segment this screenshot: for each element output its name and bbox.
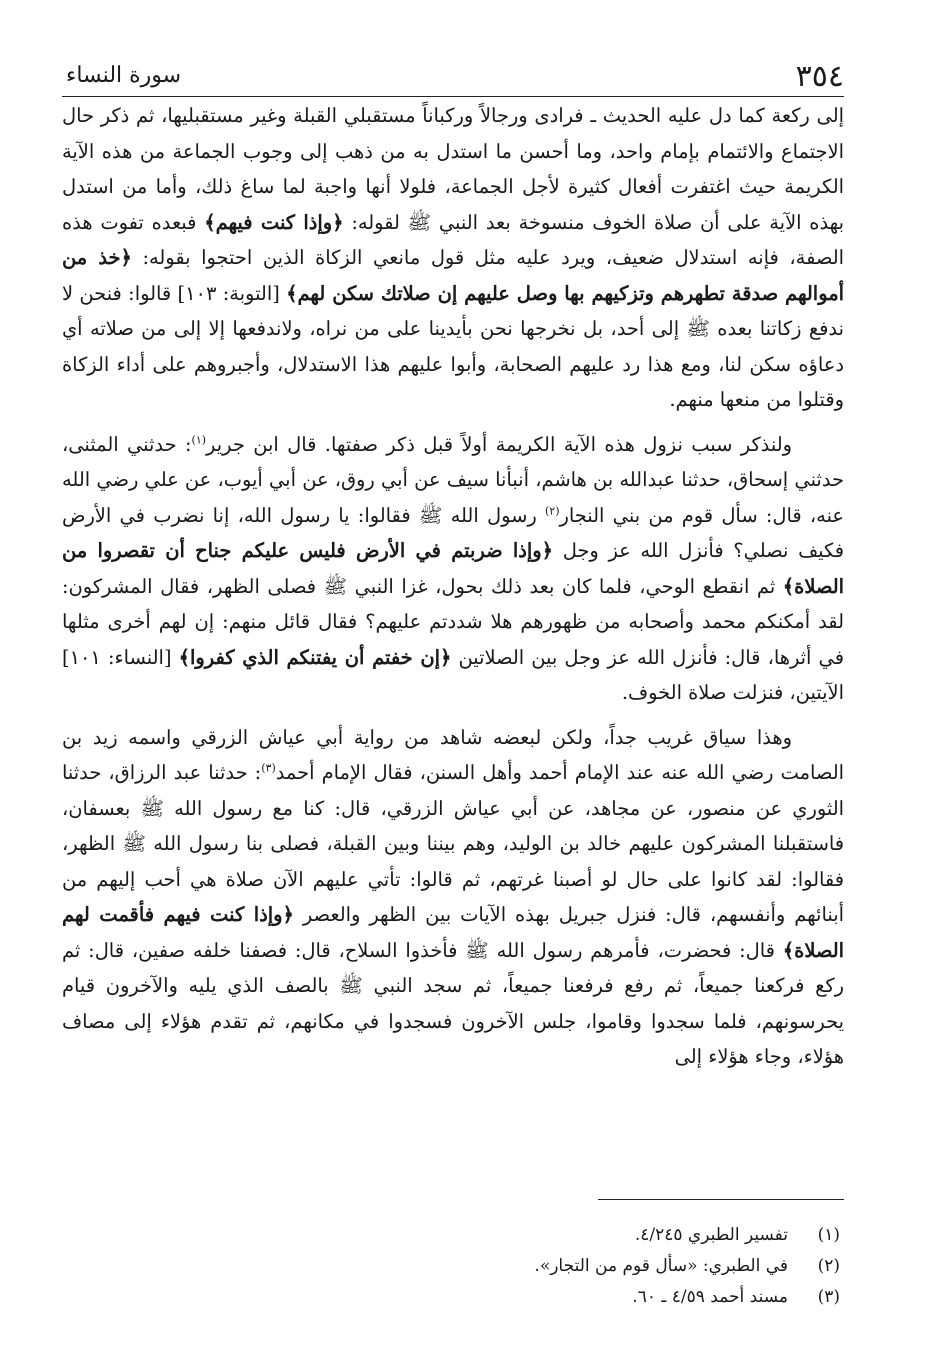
quran-verse: ﴿وإذا ضربتم في الأرض فليس عليكم جناح أن تقصروا من الصلاة﴾ — [62, 539, 844, 598]
text-run: قال: فحضرت، فأمرهم رسول الله ﷺ فأخذوا السلاح، قال: فصفنا خلفه صفين، قال: ثم ركع فركعنا جميعاً، ثم رفع فرفعنا جميعاً، ثم سجد النبي ﷺ بالصف الذي يليه والآخرون قيام يحرسونهم، فلما سجدوا وقاموا، جلس الآخرون فسجدوا في مكانهم، ثم تقدم هؤلاء إلى مصاف هؤلاء، وجاء هؤلاء إلى — [62, 938, 844, 1068]
text-run: : حدثني المثنى، حدثني إسحاق، حدثنا عبدالله بن هاشم، أنبأنا سيف عن أبي روق، عن أبي أيوب، عن علي رضي الله عنه، قال: سأل قوم من بني النجار — [62, 432, 844, 527]
footnote-number: (٢) — [817, 1256, 840, 1276]
footnote-number: (١) — [817, 1225, 840, 1245]
paragraph-2 — [62, 427, 844, 711]
text-run: [النساء: ١٠١] الآيتين، فنزلت صلاة الخوف. — [62, 645, 844, 704]
footnote-text: مسند أحمد ٤/٥٩ ـ ٦٠. — [632, 1287, 788, 1307]
text-run: رسول الله ﷺ فقالوا: يا رسول الله، إنا نضرب في الأرض فكيف نصلي؟ فأنزل الله عز وجل — [62, 503, 844, 562]
footnote-text: تفسير الطبري ٤/٢٤٥. — [634, 1225, 788, 1245]
paragraph-1 — [62, 98, 844, 418]
text-run: فبعده تفوت هذه الصفة، فإنه استدلال ضعيف، ويرد عليه مثل قول مانعي الزكاة الذين احتجوا بقوله: — [62, 210, 845, 269]
text-run: ثم انقطع الوحي، فلما كان بعد ذلك بحول، غزا النبي ﷺ فصلى الظهر، فقال المشركون: لقد أمكنكم محمد وأصحابه من ظهورهم هلا شددتم عليهم؟ فقال قائل منهم: إن لهم أخرى مثلها في أثرها، قال: فأنزل الله عز وجل بين الصلاتين — [62, 574, 844, 669]
quran-verse: ﴿إن خفتم أن يفتنكم الذي كفروا﴾ — [178, 645, 452, 669]
text-run: وهذا سياق غريب جداً، ولكن لبعضه شاهد من رواية أبي عياش الزرقي واسمه زيد بن الصامت رضي الله عنه عند الإمام أحمد وأهل السنن، فقال الإمام أحمد — [62, 725, 844, 784]
paragraph-3 — [62, 720, 844, 1075]
text-run: ولنذكر سبب نزول هذه الآية الكريمة أولاً قبل ذكر صفتها. قال ابن جرير — [206, 432, 792, 456]
footnote-item — [62, 1282, 844, 1313]
footnote-number: (٣) — [817, 1287, 840, 1307]
footnote-ref[interactable]: (٢) — [544, 504, 560, 518]
footnote-divider — [598, 1199, 844, 1200]
footnote-ref[interactable]: (٣) — [261, 761, 276, 775]
surah-name: سورة النساء — [66, 63, 182, 88]
text-run: إلى ركعة كما دل عليه الحديث ـ فرادى ورجالاً وركباناً مستقبلي القبلة وغير مستقبليها، ثم ذكر حال الاجتماع والائتمام بإمام واحد، وما أحسن ما استدل به من ذهب إلى وجوب الجماعة من هذه الآية الكريمة حيث اغتفرت أفعال كثيرة لأجل الجماعة، فلولا أنها واجبة لما ساغ ذلك، وأما من استدل بهذه الآية على أن صلاة الخوف منسوخة بعد النبي ﷺ لقوله: — [62, 104, 844, 234]
footnote-text: في الطبري: «سأل قوم من التجار». — [534, 1256, 788, 1276]
quran-verse: ﴿وإذا كنت فيهم فأقمت لهم الصلاة﴾ — [62, 903, 844, 962]
quran-verse: ﴿وإذا كنت فيهم﴾ — [204, 210, 344, 234]
book-page — [62, 40, 844, 1340]
text-run: [التوبة: ١٠٣] قالوا: فنحن لا ندفع زكاتنا بعده ﷺ إلى أحد، بل نخرجها نحن بأيدينا على من نراه، ولاندفعها إلا إلى من صلاته أي دعاؤه سكن لنا، ومع هذا رد عليهم الصحابة، وأبوا عليهم هذا الاستدلال، وأجبروهم على أداء الزكاة وقتلوا من منعها منهم. — [62, 281, 844, 411]
footnotes — [62, 1220, 844, 1313]
footnote-item — [62, 1220, 844, 1251]
page-header — [62, 40, 844, 97]
page-number: ٣٥٤ — [795, 59, 844, 94]
quran-verse: ﴿خذ من أموالهم صدقة تطهرهم وتزكيهم بها وصل عليهم إن صلاتك سكن لهم﴾ — [62, 246, 844, 305]
footnote-ref[interactable]: (١) — [191, 433, 207, 447]
text-run: : حدثنا عبد الرزاق، حدثنا الثوري عن منصور، عن مجاهد، عن أبي عياش الزرقي، قال: كنا مع رسول الله ﷺ بعسفان، فاستقبلنا المشركون عليهم خالد بن الوليد، وهم بيننا وبين القبلة، فصلى بنا رسول الله ﷺ الظهر، فقالوا: لقد كانوا على حال لو أصبنا غرتهم، ثم قالوا: تأتي عليهم الآن صلاة هي أحب إليهم من أبنائهم وأنفسهم، قال: فنزل جبريل بهذه الآيات بين الظهر والعصر — [62, 761, 844, 926]
footnote-item — [62, 1251, 844, 1282]
